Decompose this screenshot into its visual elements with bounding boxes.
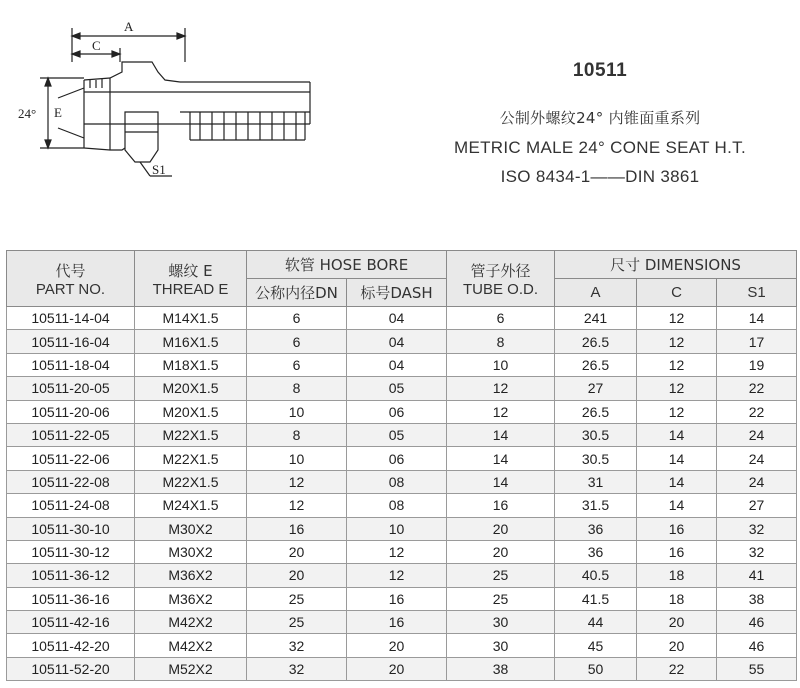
cell-dim-a: 36 (555, 540, 637, 563)
cell-dim-s1: 32 (717, 540, 797, 563)
cell-part-no: 10511-16-04 (7, 330, 135, 353)
cell-dim-a: 31.5 (555, 494, 637, 517)
cell-dim-c: 16 (637, 540, 717, 563)
cell-hose-dash: 16 (347, 611, 447, 634)
header-part-cn: 代号 (55, 261, 86, 280)
cell-hose-dn: 8 (247, 377, 347, 400)
table-row (7, 377, 797, 400)
header-part-no (7, 251, 135, 307)
fitting-drawing (0, 0, 360, 200)
cell-tube-od: 14 (447, 470, 555, 493)
cell-hose-dn: 12 (247, 470, 347, 493)
cell-dim-s1: 24 (717, 470, 797, 493)
header-dimensions: 尺寸 DIMENSIONS (555, 251, 797, 279)
cell-dim-s1: 22 (717, 400, 797, 423)
cell-dim-a: 44 (555, 611, 637, 634)
cell-thread: M36X2 (135, 587, 247, 610)
table-row (7, 540, 797, 563)
cell-hose-dash: 20 (347, 657, 447, 680)
cell-thread: M18X1.5 (135, 353, 247, 376)
cell-thread: M20X1.5 (135, 400, 247, 423)
cell-thread: M22X1.5 (135, 470, 247, 493)
cell-dim-s1: 32 (717, 517, 797, 540)
cell-hose-dn: 6 (247, 353, 347, 376)
model-number: 10511 (572, 60, 628, 81)
cell-dim-a: 41.5 (555, 587, 637, 610)
cell-hose-dn: 6 (247, 307, 347, 330)
cell-dim-s1: 24 (717, 447, 797, 470)
cell-hose-dash: 08 (347, 470, 447, 493)
table-row (7, 611, 797, 634)
cell-hose-dn: 32 (247, 634, 347, 657)
header-thread-en: THREAD E (152, 280, 229, 298)
dim-e-label: E (54, 105, 62, 120)
cell-dim-s1: 41 (717, 564, 797, 587)
spec-table (6, 250, 797, 681)
cell-hose-dn: 32 (247, 657, 347, 680)
table-row (7, 353, 797, 376)
header-tube-cn: 管子外径 (470, 261, 531, 280)
cell-thread: M42X2 (135, 611, 247, 634)
spec-table-body (7, 307, 797, 681)
cell-dim-s1: 38 (717, 587, 797, 610)
cell-dim-a: 40.5 (555, 564, 637, 587)
cell-tube-od: 30 (447, 634, 555, 657)
cell-thread: M24X1.5 (135, 494, 247, 517)
cell-hose-dn: 20 (247, 540, 347, 563)
cell-hose-dash: 12 (347, 564, 447, 587)
cell-tube-od: 20 (447, 517, 555, 540)
cell-hose-dash: 04 (347, 353, 447, 376)
cell-hose-dn: 25 (247, 611, 347, 634)
dim-s1-label: S1 (152, 162, 166, 177)
cell-dim-c: 20 (637, 634, 717, 657)
cell-dim-c: 12 (637, 400, 717, 423)
cell-tube-od: 16 (447, 494, 555, 517)
cell-tube-od: 30 (447, 611, 555, 634)
cell-tube-od: 25 (447, 587, 555, 610)
cell-hose-dash: 04 (347, 307, 447, 330)
cell-tube-od: 38 (447, 657, 555, 680)
standard: ISO 8434-1——DIN 3861 (500, 167, 700, 186)
cell-hose-dn: 20 (247, 564, 347, 587)
cell-dim-s1: 24 (717, 423, 797, 446)
dim-a-label: A (124, 19, 134, 34)
table-row (7, 400, 797, 423)
header-dim-a: A (555, 279, 637, 307)
table-row (7, 330, 797, 353)
dim-c-label: C (92, 38, 101, 53)
cell-dim-c: 18 (637, 587, 717, 610)
cell-hose-dn: 8 (247, 423, 347, 446)
cell-dim-c: 12 (637, 377, 717, 400)
table-row (7, 494, 797, 517)
cell-dim-c: 22 (637, 657, 717, 680)
cell-dim-a: 30.5 (555, 447, 637, 470)
cell-dim-c: 16 (637, 517, 717, 540)
cell-tube-od: 10 (447, 353, 555, 376)
cell-dim-s1: 46 (717, 634, 797, 657)
cell-tube-od: 20 (447, 540, 555, 563)
cell-part-no: 10511-30-12 (7, 540, 135, 563)
cell-dim-c: 12 (637, 353, 717, 376)
cell-thread: M22X1.5 (135, 423, 247, 446)
cell-dim-a: 31 (555, 470, 637, 493)
series-en: METRIC MALE 24° CONE SEAT H.T. (454, 138, 746, 157)
cell-thread: M16X1.5 (135, 330, 247, 353)
header-thread (135, 251, 247, 307)
cell-dim-a: 241 (555, 307, 637, 330)
header-dim-s1: S1 (717, 279, 797, 307)
cell-part-no: 10511-52-20 (7, 657, 135, 680)
cell-thread: M42X2 (135, 634, 247, 657)
table-row (7, 517, 797, 540)
cell-part-no: 10511-18-04 (7, 353, 135, 376)
cell-dim-c: 18 (637, 564, 717, 587)
cell-hose-dn: 6 (247, 330, 347, 353)
cell-thread: M14X1.5 (135, 307, 247, 330)
cell-part-no: 10511-20-05 (7, 377, 135, 400)
table-row (7, 587, 797, 610)
table-row (7, 634, 797, 657)
cell-dim-a: 26.5 (555, 330, 637, 353)
cell-dim-c: 14 (637, 447, 717, 470)
cell-dim-s1: 17 (717, 330, 797, 353)
cell-part-no: 10511-42-20 (7, 634, 135, 657)
cell-dim-c: 14 (637, 423, 717, 446)
cell-part-no: 10511-36-16 (7, 587, 135, 610)
cell-dim-c: 20 (637, 611, 717, 634)
cell-hose-dn: 10 (247, 400, 347, 423)
cell-part-no: 10511-20-06 (7, 400, 135, 423)
cell-dim-a: 30.5 (555, 423, 637, 446)
table-row (7, 470, 797, 493)
header-part-en: PART NO. (35, 280, 106, 298)
cell-dim-a: 27 (555, 377, 637, 400)
cell-hose-dash: 08 (347, 494, 447, 517)
table-row (7, 564, 797, 587)
table-row (7, 307, 797, 330)
cell-thread: M22X1.5 (135, 447, 247, 470)
cell-hose-dash: 16 (347, 587, 447, 610)
cell-dim-a: 45 (555, 634, 637, 657)
cell-dim-a: 26.5 (555, 400, 637, 423)
angle-label: 24° (18, 106, 37, 121)
cell-hose-dash: 06 (347, 447, 447, 470)
header-hose-bore: 软管 HOSE BORE (247, 251, 447, 279)
cell-dim-c: 14 (637, 470, 717, 493)
cell-dim-s1: 14 (717, 307, 797, 330)
cell-dim-a: 50 (555, 657, 637, 680)
table-row (7, 447, 797, 470)
cell-dim-s1: 22 (717, 377, 797, 400)
cell-dim-s1: 19 (717, 353, 797, 376)
cell-tube-od: 12 (447, 377, 555, 400)
cell-part-no: 10511-22-08 (7, 470, 135, 493)
table-row (7, 423, 797, 446)
cell-dim-s1: 27 (717, 494, 797, 517)
cell-tube-od: 12 (447, 400, 555, 423)
cell-dim-a: 26.5 (555, 353, 637, 376)
cell-dim-c: 12 (637, 330, 717, 353)
cell-hose-dn: 10 (247, 447, 347, 470)
cell-part-no: 10511-14-04 (7, 307, 135, 330)
cell-dim-c: 12 (637, 307, 717, 330)
header-thread-cn: 螺纹 E (168, 261, 213, 280)
cell-hose-dash: 12 (347, 540, 447, 563)
cell-thread: M30X2 (135, 540, 247, 563)
cell-hose-dash: 04 (347, 330, 447, 353)
cell-hose-dash: 20 (347, 634, 447, 657)
cell-dim-a: 36 (555, 517, 637, 540)
series-cn: 公制外螺纹24° 内锥面重系列 (499, 109, 701, 127)
cell-tube-od: 8 (447, 330, 555, 353)
cell-part-no: 10511-42-16 (7, 611, 135, 634)
header-dim-c: C (637, 279, 717, 307)
cell-dim-c: 14 (637, 494, 717, 517)
cell-tube-od: 14 (447, 447, 555, 470)
cell-part-no: 10511-24-08 (7, 494, 135, 517)
header-tube-en: TUBE O.D. (463, 280, 539, 298)
cell-part-no: 10511-36-12 (7, 564, 135, 587)
header-hose-dash: 标号DASH (347, 279, 447, 307)
cell-dim-s1: 46 (717, 611, 797, 634)
header-hose-dn: 公称内径DN (247, 279, 347, 307)
cell-hose-dash: 05 (347, 423, 447, 446)
cell-tube-od: 6 (447, 307, 555, 330)
cell-hose-dn: 16 (247, 517, 347, 540)
cell-hose-dash: 05 (347, 377, 447, 400)
cell-thread: M52X2 (135, 657, 247, 680)
cell-hose-dash: 06 (347, 400, 447, 423)
title-block (430, 60, 770, 191)
table-row (7, 657, 797, 680)
cell-tube-od: 14 (447, 423, 555, 446)
cell-thread: M20X1.5 (135, 377, 247, 400)
cell-part-no: 10511-22-06 (7, 447, 135, 470)
cell-thread: M36X2 (135, 564, 247, 587)
header-tube-od (447, 251, 555, 307)
cell-part-no: 10511-22-05 (7, 423, 135, 446)
cell-tube-od: 25 (447, 564, 555, 587)
cell-part-no: 10511-30-10 (7, 517, 135, 540)
cell-hose-dn: 12 (247, 494, 347, 517)
cell-hose-dash: 10 (347, 517, 447, 540)
cell-dim-s1: 55 (717, 657, 797, 680)
cell-hose-dn: 25 (247, 587, 347, 610)
cell-thread: M30X2 (135, 517, 247, 540)
